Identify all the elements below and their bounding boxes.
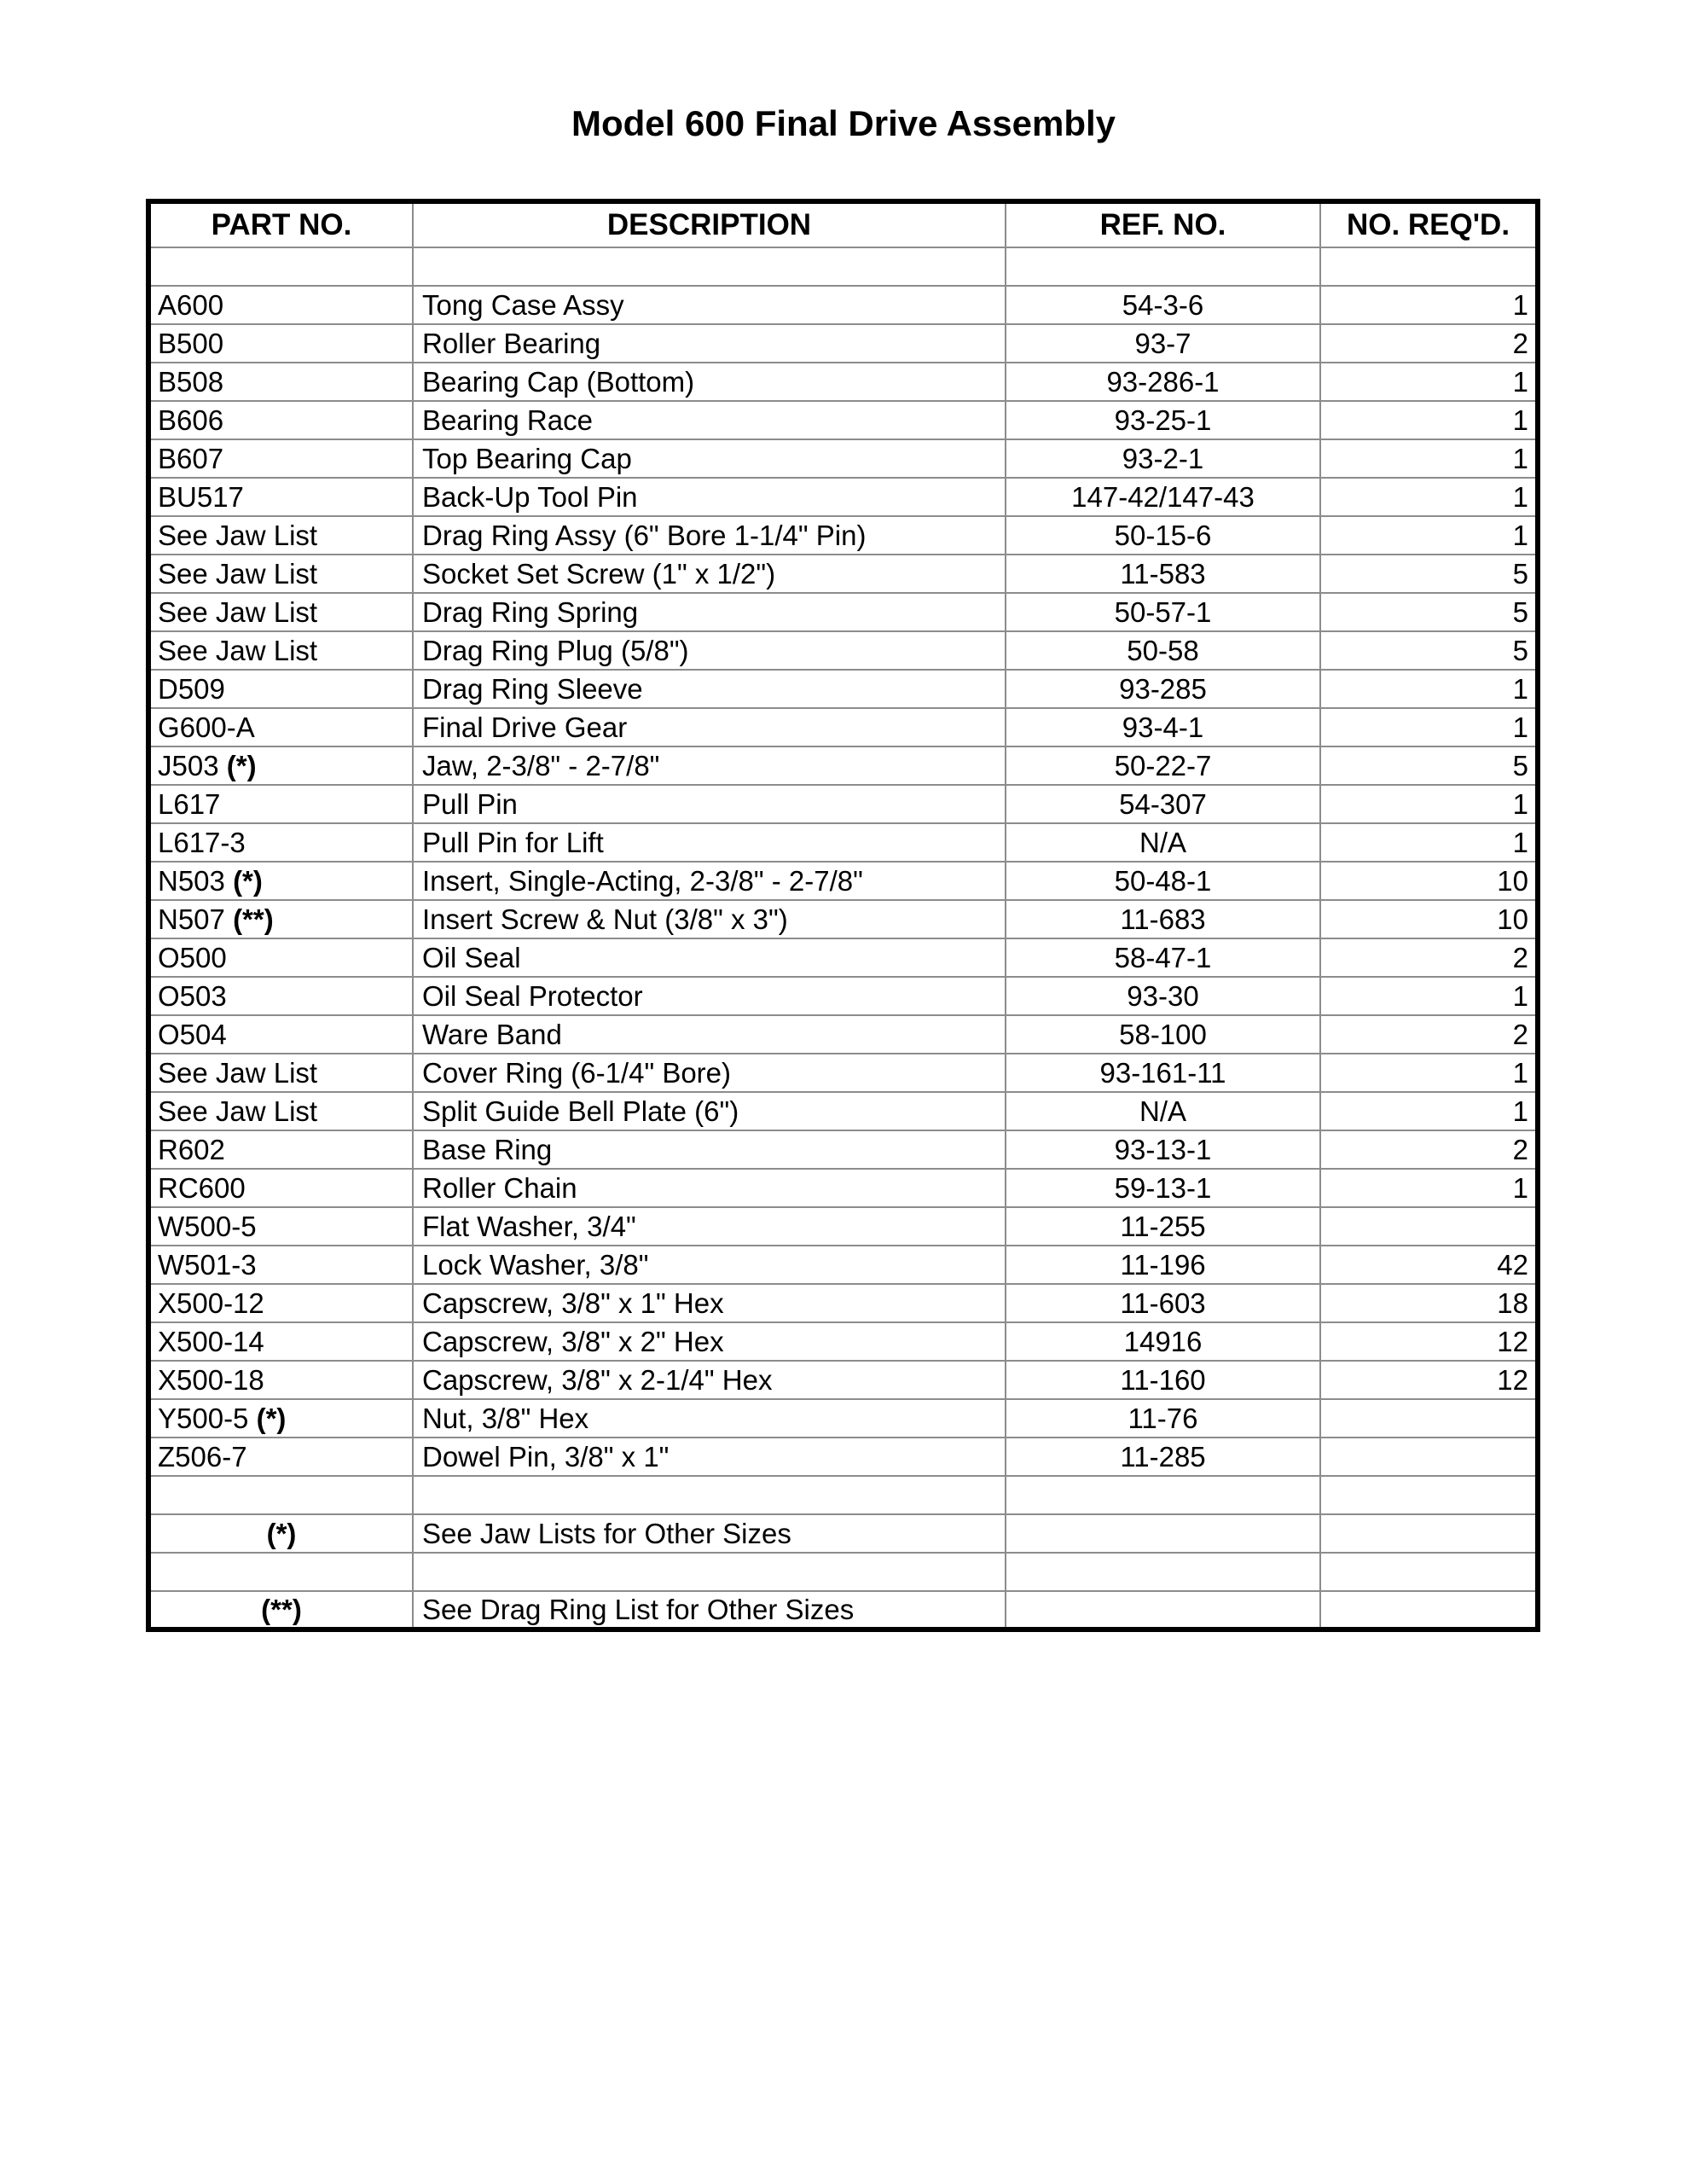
cell-qty — [1320, 1438, 1538, 1476]
part-number: B500 — [158, 327, 224, 359]
table-row — [148, 1054, 1538, 1092]
cell-ref: 14916 — [1006, 1322, 1320, 1361]
cell-qty: 1 — [1320, 670, 1538, 708]
cell-ref: 11-583 — [1006, 555, 1320, 593]
cell-part — [148, 1476, 413, 1514]
cell-qty — [1320, 1476, 1538, 1514]
table-row — [148, 555, 1538, 593]
cell-qty: 18 — [1320, 1284, 1538, 1322]
part-number: A600 — [158, 288, 224, 321]
table-row — [148, 439, 1538, 478]
part-number: B607 — [158, 442, 224, 474]
table-row — [148, 1130, 1538, 1169]
cell-part — [148, 1284, 413, 1322]
cell-part — [148, 1246, 413, 1284]
table-row — [148, 363, 1538, 401]
table-row — [148, 1361, 1538, 1399]
cell-qty — [1320, 1553, 1538, 1591]
column-header-ref: REF. NO. — [1006, 201, 1320, 247]
cell-part — [148, 593, 413, 631]
cell-qty: 10 — [1320, 900, 1538, 938]
cell-part — [148, 1514, 413, 1553]
cell-desc: Socket Set Screw (1" x 1/2") — [413, 555, 1006, 593]
cell-part — [148, 1015, 413, 1054]
cell-qty: 5 — [1320, 593, 1538, 631]
cell-qty: 1 — [1320, 363, 1538, 401]
footnote-marker: (**) — [233, 903, 274, 935]
part-number: L617 — [158, 787, 221, 820]
cell-ref: 59-13-1 — [1006, 1169, 1320, 1207]
table-row — [148, 708, 1538, 746]
part-number: See Jaw List — [158, 519, 318, 551]
cell-part — [148, 670, 413, 708]
cell-ref: 50-57-1 — [1006, 593, 1320, 631]
cell-qty: 12 — [1320, 1322, 1538, 1361]
cell-qty: 2 — [1320, 1130, 1538, 1169]
cell-desc: See Drag Ring List for Other Sizes — [413, 1591, 1006, 1629]
part-number: See Jaw List — [158, 557, 318, 590]
table-row — [148, 746, 1538, 785]
cell-ref: 50-58 — [1006, 631, 1320, 670]
cell-ref: 93-2-1 — [1006, 439, 1320, 478]
cell-qty: 1 — [1320, 708, 1538, 746]
cell-desc: Jaw, 2-3/8" - 2-7/8" — [413, 746, 1006, 785]
cell-desc: Drag Ring Assy (6" Bore 1-1/4" Pin) — [413, 516, 1006, 555]
cell-qty: 1 — [1320, 1092, 1538, 1130]
part-number: J503 — [158, 749, 219, 781]
part-number: G600-A — [158, 711, 255, 743]
table-row — [148, 823, 1538, 862]
cell-ref: 11-285 — [1006, 1438, 1320, 1476]
table-row — [148, 977, 1538, 1015]
cell-desc: Oil Seal — [413, 938, 1006, 977]
footnote-row — [148, 1514, 1538, 1553]
part-number: W500-5 — [158, 1210, 257, 1242]
cell-desc: Roller Bearing — [413, 324, 1006, 363]
part-number: L617-3 — [158, 826, 246, 858]
cell-ref: 93-285 — [1006, 670, 1320, 708]
cell-desc: Capscrew, 3/8" x 1" Hex — [413, 1284, 1006, 1322]
cell-part — [148, 1130, 413, 1169]
cell-desc: Back-Up Tool Pin — [413, 478, 1006, 516]
cell-part — [148, 1169, 413, 1207]
table-row — [148, 785, 1538, 823]
part-number: See Jaw List — [158, 595, 318, 628]
table-row — [148, 286, 1538, 324]
table-row — [148, 1553, 1538, 1591]
cell-desc: Top Bearing Cap — [413, 439, 1006, 478]
part-number: O504 — [158, 1018, 227, 1050]
table-row — [148, 1015, 1538, 1054]
cell-qty: 2 — [1320, 938, 1538, 977]
cell-part — [148, 401, 413, 439]
cell-part — [148, 555, 413, 593]
cell-desc: Dowel Pin, 3/8" x 1" — [413, 1438, 1006, 1476]
cell-qty: 1 — [1320, 785, 1538, 823]
part-number: B508 — [158, 365, 224, 398]
cell-qty: 1 — [1320, 401, 1538, 439]
footnote-marker: (*) — [256, 1402, 287, 1434]
cell-desc: Drag Ring Spring — [413, 593, 1006, 631]
cell-ref: 54-307 — [1006, 785, 1320, 823]
cell-part — [148, 1591, 413, 1629]
cell-qty: 1 — [1320, 286, 1538, 324]
cell-qty: 2 — [1320, 324, 1538, 363]
cell-part — [148, 631, 413, 670]
cell-part — [148, 478, 413, 516]
cell-part — [148, 862, 413, 900]
cell-ref: 93-13-1 — [1006, 1130, 1320, 1169]
cell-part — [148, 746, 413, 785]
part-number: Z506-7 — [158, 1440, 247, 1472]
table-row — [148, 324, 1538, 363]
part-number: See Jaw List — [158, 1095, 318, 1127]
cell-ref: 93-30 — [1006, 977, 1320, 1015]
cell-qty: 12 — [1320, 1361, 1538, 1399]
cell-ref: 93-7 — [1006, 324, 1320, 363]
table-row — [148, 1284, 1538, 1322]
cell-ref: N/A — [1006, 1092, 1320, 1130]
table-row — [148, 631, 1538, 670]
cell-ref: 93-4-1 — [1006, 708, 1320, 746]
part-number: D509 — [158, 672, 225, 705]
table-row — [148, 900, 1538, 938]
table-row — [148, 862, 1538, 900]
cell-part — [148, 1553, 413, 1591]
cell-ref: 93-161-11 — [1006, 1054, 1320, 1092]
cell-qty — [1320, 247, 1538, 286]
cell-desc: Tong Case Assy — [413, 286, 1006, 324]
parts-table — [146, 199, 1540, 1632]
footnote-marker: (*) — [226, 749, 257, 781]
cell-part — [148, 1207, 413, 1246]
table-row — [148, 401, 1538, 439]
part-number: O500 — [158, 941, 227, 973]
cell-part — [148, 1054, 413, 1092]
parts-table-body — [148, 247, 1538, 1629]
cell-ref: 11-603 — [1006, 1284, 1320, 1322]
part-number: N503 — [158, 864, 225, 897]
cell-desc: Drag Ring Plug (5/8") — [413, 631, 1006, 670]
table-row — [148, 1092, 1538, 1130]
cell-part — [148, 708, 413, 746]
part-number: O503 — [158, 979, 227, 1012]
cell-ref: 93-25-1 — [1006, 401, 1320, 439]
cell-ref: 58-100 — [1006, 1015, 1320, 1054]
cell-desc — [413, 247, 1006, 286]
table-row — [148, 1399, 1538, 1438]
cell-qty: 10 — [1320, 862, 1538, 900]
cell-desc: Flat Washer, 3/4" — [413, 1207, 1006, 1246]
cell-desc: Insert, Single-Acting, 2-3/8" - 2-7/8" — [413, 862, 1006, 900]
page-title: Model 600 Final Drive Assembly — [571, 103, 1116, 143]
cell-part — [148, 324, 413, 363]
cell-qty: 1 — [1320, 516, 1538, 555]
cell-desc: Cover Ring (6-1/4" Bore) — [413, 1054, 1006, 1092]
cell-qty: 1 — [1320, 977, 1538, 1015]
cell-part — [148, 938, 413, 977]
cell-part — [148, 977, 413, 1015]
cell-desc: Capscrew, 3/8" x 2-1/4" Hex — [413, 1361, 1006, 1399]
cell-qty — [1320, 1591, 1538, 1629]
table-row — [148, 1207, 1538, 1246]
cell-desc: Capscrew, 3/8" x 2" Hex — [413, 1322, 1006, 1361]
cell-part — [148, 1361, 413, 1399]
cell-qty: 5 — [1320, 746, 1538, 785]
part-number: B606 — [158, 404, 224, 436]
cell-ref: 50-22-7 — [1006, 746, 1320, 785]
cell-qty: 5 — [1320, 631, 1538, 670]
table-row — [148, 516, 1538, 555]
cell-qty: 5 — [1320, 555, 1538, 593]
cell-part — [148, 363, 413, 401]
cell-ref: 54-3-6 — [1006, 286, 1320, 324]
cell-ref: 50-15-6 — [1006, 516, 1320, 555]
cell-ref — [1006, 1514, 1320, 1553]
cell-ref: 11-160 — [1006, 1361, 1320, 1399]
cell-desc: Pull Pin — [413, 785, 1006, 823]
cell-ref — [1006, 1476, 1320, 1514]
part-number: Y500-5 — [158, 1402, 249, 1434]
cell-part — [148, 900, 413, 938]
part-number: See Jaw List — [158, 1056, 318, 1089]
part-number: R602 — [158, 1133, 225, 1165]
cell-desc: Drag Ring Sleeve — [413, 670, 1006, 708]
cell-qty: 42 — [1320, 1246, 1538, 1284]
cell-desc: Pull Pin for Lift — [413, 823, 1006, 862]
part-number: X500-18 — [158, 1363, 264, 1396]
cell-part — [148, 823, 413, 862]
table-row — [148, 1169, 1538, 1207]
cell-part — [148, 1092, 413, 1130]
cell-qty: 1 — [1320, 439, 1538, 478]
table-row — [148, 1246, 1538, 1284]
cell-qty: 2 — [1320, 1015, 1538, 1054]
cell-desc: Bearing Cap (Bottom) — [413, 363, 1006, 401]
part-number: See Jaw List — [158, 634, 318, 666]
column-header-qty: NO. REQ'D. — [1320, 201, 1538, 247]
part-number: N507 — [158, 903, 225, 935]
cell-ref — [1006, 1591, 1320, 1629]
footnote-row — [148, 1591, 1538, 1629]
footnote-marker: (*) — [266, 1517, 297, 1549]
cell-desc: Final Drive Gear — [413, 708, 1006, 746]
part-number: RC600 — [158, 1171, 246, 1204]
table-row — [148, 593, 1538, 631]
cell-desc: Nut, 3/8" Hex — [413, 1399, 1006, 1438]
part-number: W501-3 — [158, 1248, 257, 1281]
part-number: X500-12 — [158, 1287, 264, 1319]
cell-desc: Roller Chain — [413, 1169, 1006, 1207]
table-row — [148, 478, 1538, 516]
part-number: X500-14 — [158, 1325, 264, 1357]
cell-qty: 1 — [1320, 1054, 1538, 1092]
table-row — [148, 1438, 1538, 1476]
cell-part — [148, 247, 413, 286]
table-row — [148, 670, 1538, 708]
table-row — [148, 1476, 1538, 1514]
footnote-marker: (*) — [233, 864, 263, 897]
cell-qty: 1 — [1320, 1169, 1538, 1207]
cell-desc: Split Guide Bell Plate (6") — [413, 1092, 1006, 1130]
cell-desc: Oil Seal Protector — [413, 977, 1006, 1015]
cell-desc — [413, 1476, 1006, 1514]
table-row — [148, 1322, 1538, 1361]
cell-ref: 93-286-1 — [1006, 363, 1320, 401]
table-row — [148, 247, 1538, 286]
cell-ref: 11-76 — [1006, 1399, 1320, 1438]
cell-part — [148, 1322, 413, 1361]
cell-ref — [1006, 1553, 1320, 1591]
cell-ref — [1006, 247, 1320, 286]
footnote-marker: (**) — [261, 1593, 302, 1625]
cell-desc: Bearing Race — [413, 401, 1006, 439]
cell-ref: N/A — [1006, 823, 1320, 862]
cell-ref: 50-48-1 — [1006, 862, 1320, 900]
column-header-desc: DESCRIPTION — [413, 201, 1006, 247]
cell-part — [148, 286, 413, 324]
cell-desc: Ware Band — [413, 1015, 1006, 1054]
cell-qty — [1320, 1514, 1538, 1553]
parts-table-header — [148, 201, 1538, 247]
cell-ref: 11-683 — [1006, 900, 1320, 938]
cell-desc — [413, 1553, 1006, 1591]
cell-part — [148, 785, 413, 823]
part-number: BU517 — [158, 480, 244, 513]
cell-ref: 58-47-1 — [1006, 938, 1320, 977]
cell-desc: Insert Screw & Nut (3/8" x 3") — [413, 900, 1006, 938]
cell-part — [148, 516, 413, 555]
column-header-part: PART NO. — [148, 201, 413, 247]
cell-part — [148, 1399, 413, 1438]
cell-part — [148, 1438, 413, 1476]
cell-qty — [1320, 1207, 1538, 1246]
cell-desc: Lock Washer, 3/8" — [413, 1246, 1006, 1284]
cell-desc: See Jaw Lists for Other Sizes — [413, 1514, 1006, 1553]
cell-part — [148, 439, 413, 478]
cell-qty: 1 — [1320, 478, 1538, 516]
cell-desc: Base Ring — [413, 1130, 1006, 1169]
header-row — [148, 201, 1538, 247]
table-row — [148, 938, 1538, 977]
cell-qty: 1 — [1320, 823, 1538, 862]
cell-ref: 11-255 — [1006, 1207, 1320, 1246]
cell-qty — [1320, 1399, 1538, 1438]
cell-ref: 147-42/147-43 — [1006, 478, 1320, 516]
cell-ref: 11-196 — [1006, 1246, 1320, 1284]
